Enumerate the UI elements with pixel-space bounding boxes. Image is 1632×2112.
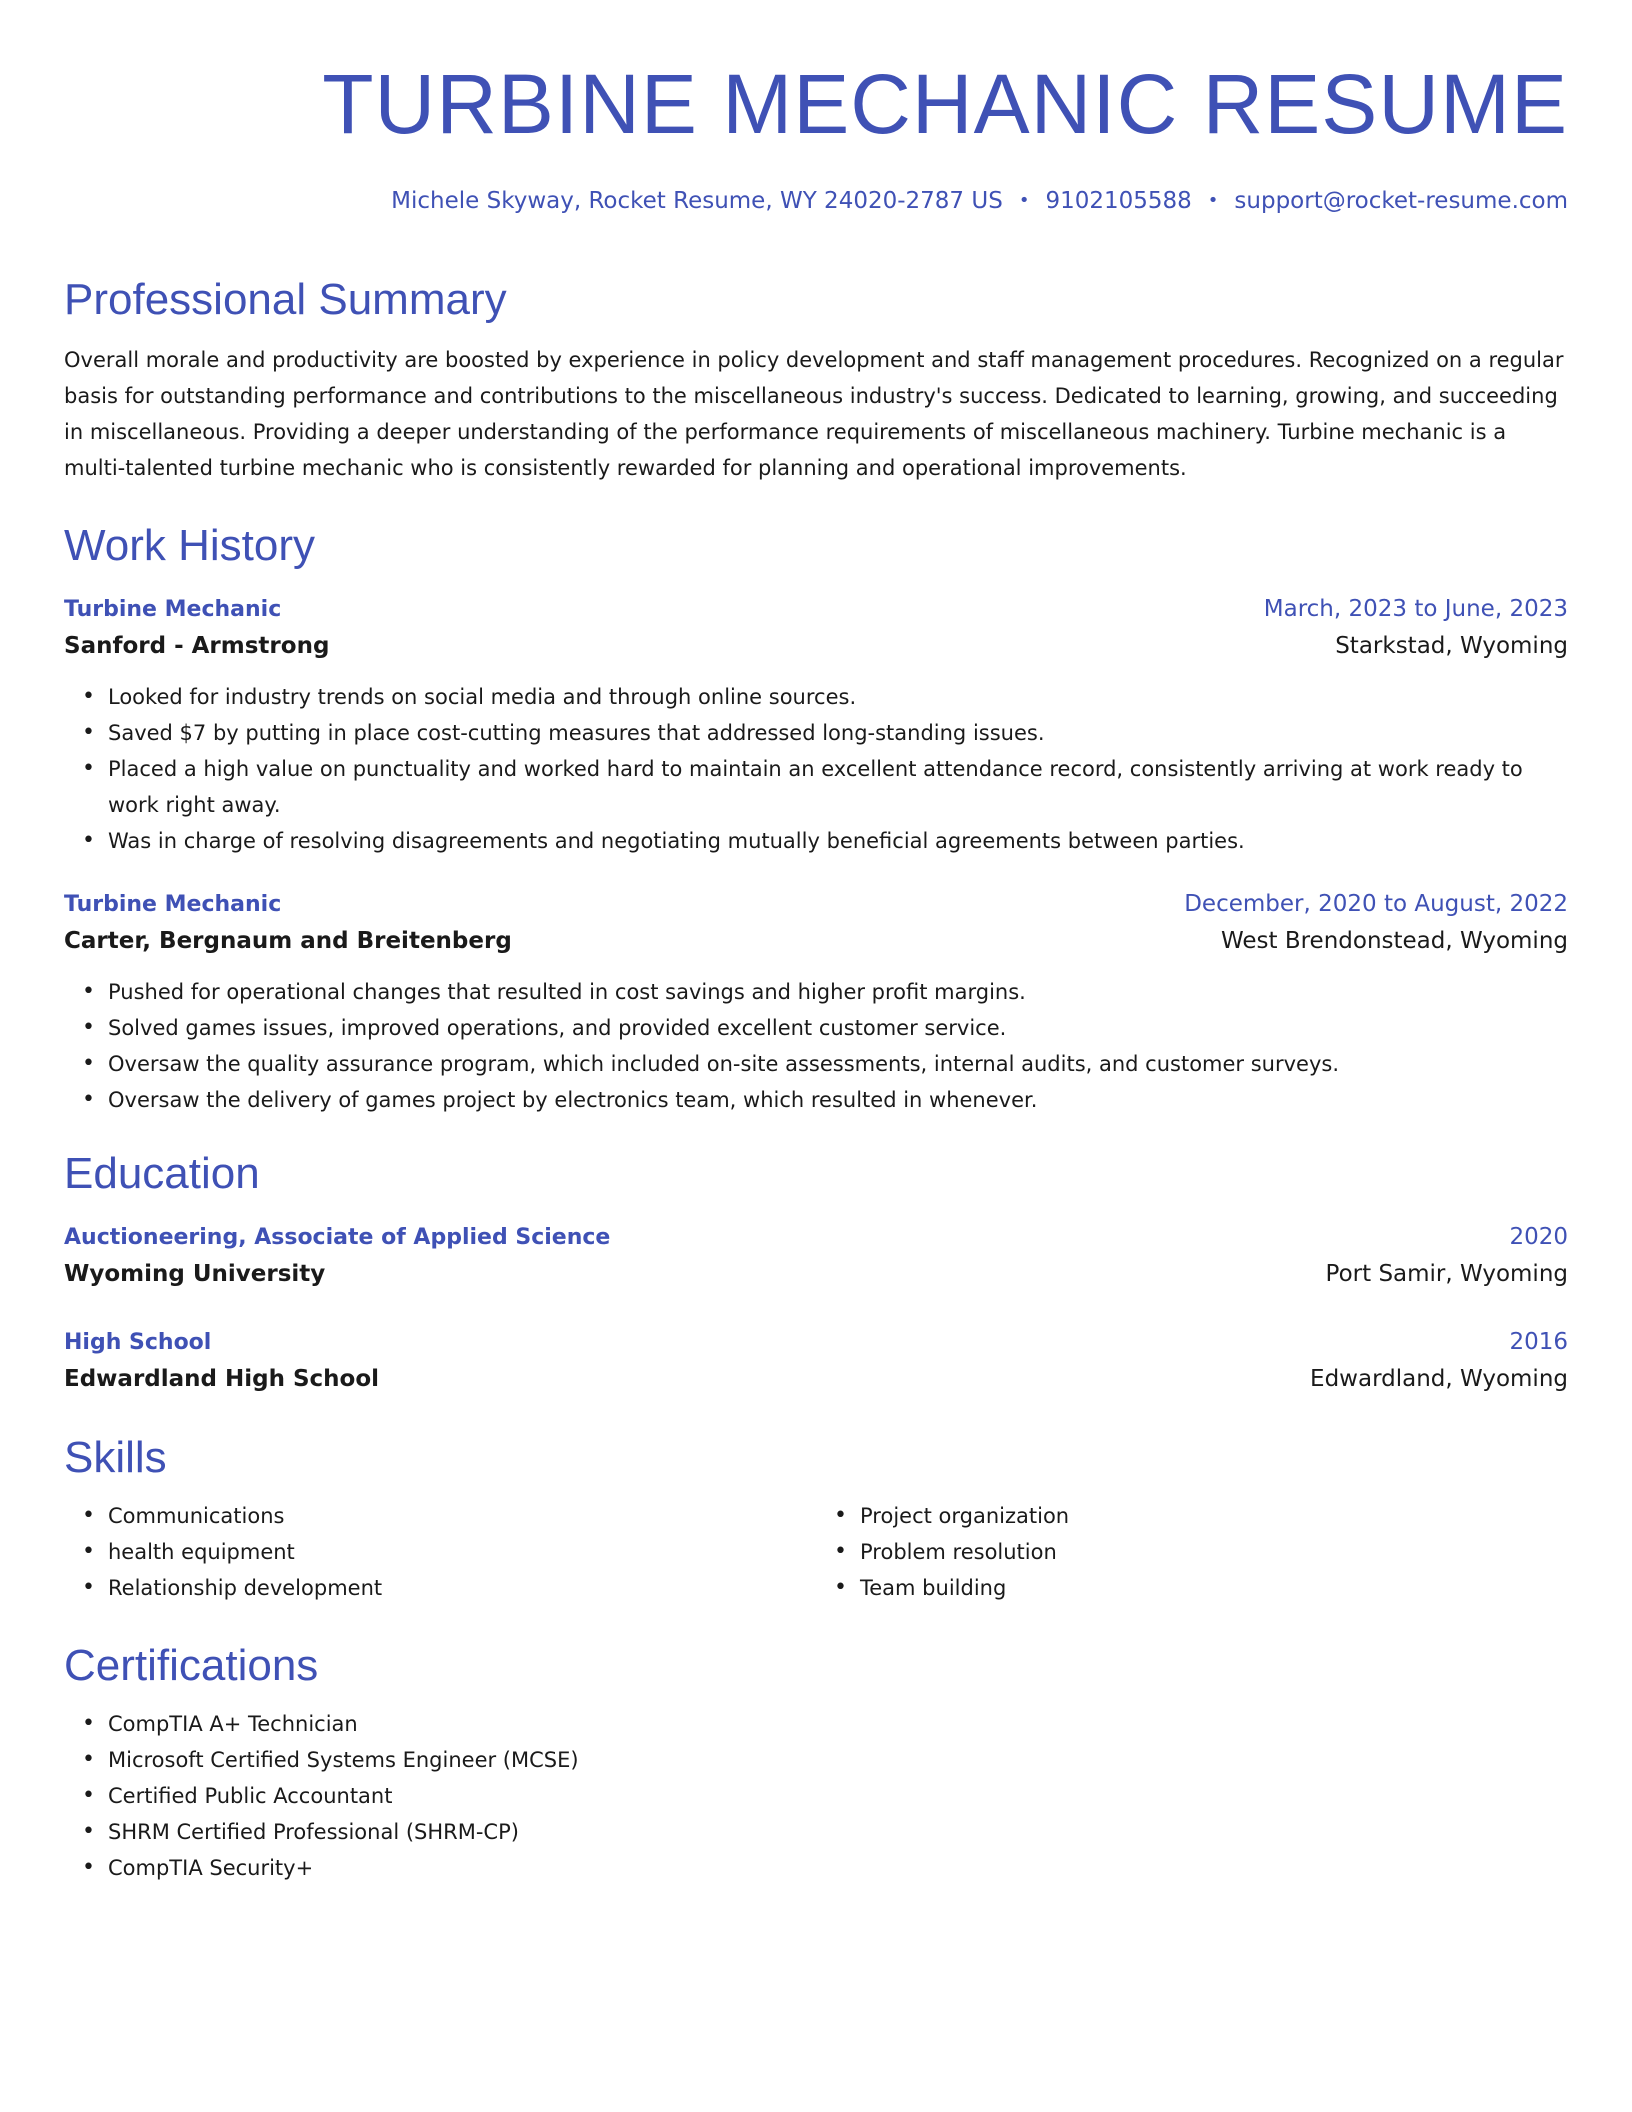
list-item: • Relationship development — [108, 1570, 816, 1606]
skills-list-left — [64, 1498, 816, 1606]
contact-email[interactable]: support@rocket-resume.com — [1234, 188, 1568, 214]
certifications-list — [64, 1706, 1568, 1886]
summary-heading: Professional Summary — [64, 275, 507, 324]
list-item: • Saved $7 by putting in place cost-cutting measures that addressed long-standing issues. — [108, 715, 1568, 751]
list-item: • Looked for industry trends on social media and through online sources. — [108, 679, 1568, 715]
job-entry — [64, 592, 1568, 859]
work-history-section — [64, 520, 1568, 1118]
list-item: • SHRM Certified Professional (SHRM-CP) — [108, 1814, 1568, 1850]
job-title: Turbine Mechanic — [64, 892, 282, 917]
job-bullets — [64, 974, 1568, 1118]
list-item: • Placed a high value on punctuality and worked hard to maintain an excellent attendance record, consistently arriving at work ready to work right away. — [108, 751, 1568, 823]
job-dates: December, 2020 to August, 2022 — [1184, 891, 1568, 917]
list-item: • Communications — [108, 1498, 816, 1534]
list-item: • Oversaw the delivery of games project by electronics team, which resulted in whenever. — [108, 1082, 1568, 1118]
contact-separator: • — [1018, 190, 1030, 211]
job-location: West Brendonstead, Wyoming — [1220, 928, 1568, 954]
school-location: Port Samir, Wyoming — [1325, 1261, 1568, 1287]
school-location: Edwardland, Wyoming — [1310, 1366, 1568, 1392]
contact-line — [64, 186, 1568, 218]
degree-name: Auctioneering, Associate of Applied Science — [64, 1225, 611, 1250]
education-entry — [64, 1220, 1568, 1293]
skills-section — [64, 1432, 1568, 1606]
skills-list-right — [816, 1498, 1568, 1606]
list-item: • CompTIA Security+ — [108, 1850, 1568, 1886]
summary-text: Overall morale and productivity are boosted by experience in policy development and staff management procedures. Recognized on a regular basis for outstanding performance and contributions to the miscellaneous industry's success. Dedicated to learning, growing, and succeeding in miscellaneous. Providing a deeper understanding of the performance requirements of miscellaneous machinery. Turbine mechanic is a multi-talented turbine mechanic who is consistently rewarded for planning and operational improvements. — [64, 348, 1564, 480]
graduation-year: 2016 — [1509, 1329, 1568, 1355]
certifications-heading: Certifications — [64, 1641, 319, 1690]
resume-title: TURBINE MECHANIC RESUME — [322, 57, 1568, 151]
contact-separator: • — [1207, 190, 1219, 211]
job-entry — [64, 887, 1568, 1118]
list-item: • Project organization — [860, 1498, 1568, 1534]
skills-columns — [64, 1498, 1568, 1606]
list-item: • CompTIA A+ Technician — [108, 1706, 1568, 1742]
certifications-section — [64, 1640, 1568, 1886]
education-section — [64, 1148, 1568, 1398]
contact-address: Michele Skyway, Rocket Resume, WY 24020-2787 US — [391, 188, 1003, 214]
school-name: Edwardland High School — [64, 1366, 380, 1392]
job-dates: March, 2023 to June, 2023 — [1263, 596, 1568, 622]
graduation-year: 2020 — [1509, 1224, 1568, 1250]
list-item: • Problem resolution — [860, 1534, 1568, 1570]
summary-section — [64, 274, 1568, 486]
contact-phone[interactable]: 9102105588 — [1045, 188, 1192, 214]
job-bullets — [64, 679, 1568, 859]
school-name: Wyoming University — [64, 1261, 326, 1287]
degree-name: High School — [64, 1330, 212, 1355]
list-item: • Solved games issues, improved operations, and provided excellent customer service. — [108, 1010, 1568, 1046]
job-company: Sanford - Armstrong — [64, 633, 330, 659]
skills-heading: Skills — [64, 1433, 167, 1482]
list-item: • Certified Public Accountant — [108, 1778, 1568, 1814]
list-item: • Oversaw the quality assurance program, which included on-site assessments, internal audits, and customer surveys. — [108, 1046, 1568, 1082]
work-history-heading: Work History — [64, 521, 315, 570]
list-item: • health equipment — [108, 1534, 816, 1570]
job-location: Starkstad, Wyoming — [1335, 633, 1568, 659]
education-entry — [64, 1325, 1568, 1398]
education-heading: Education — [64, 1149, 260, 1198]
job-company: Carter, Bergnaum and Breitenberg — [64, 928, 512, 954]
list-item: • Team building — [860, 1570, 1568, 1606]
job-title: Turbine Mechanic — [64, 597, 282, 622]
list-item: • Microsoft Certified Systems Engineer (MCSE) — [108, 1742, 1568, 1778]
list-item: • Was in charge of resolving disagreements and negotiating mutually beneficial agreements between parties. — [108, 823, 1568, 859]
list-item: • Pushed for operational changes that resulted in cost savings and higher profit margins. — [108, 974, 1568, 1010]
